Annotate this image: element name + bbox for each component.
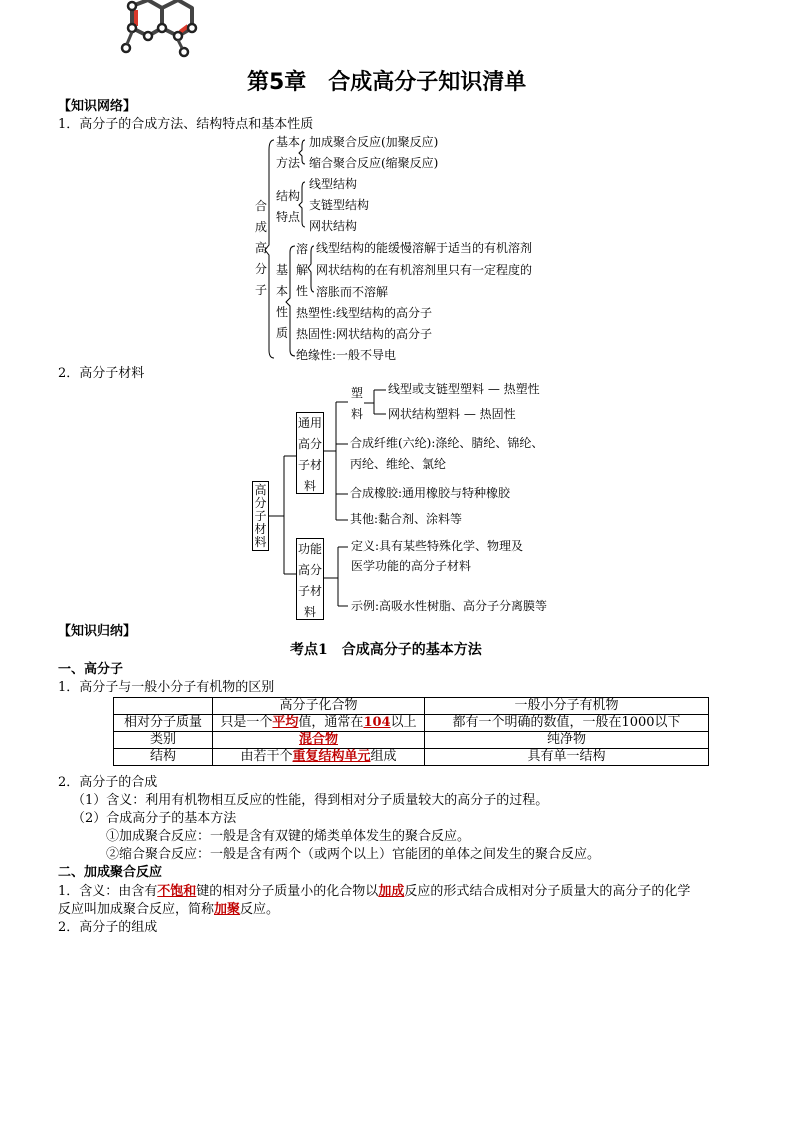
paragraph-meaning: （1）含义：利用有机物相互反应的性能，得到相对分子质量较大的高分子的过程。 <box>72 793 549 808</box>
table-row2-label: 类别 <box>114 732 213 749</box>
h2-heading: 二、加成聚合反应 <box>58 865 163 880</box>
table-row3-label: 结构 <box>114 749 213 766</box>
tree2-definition-1: 定义:具有某些特殊化学、物理及 <box>351 539 524 553</box>
h1-1-heading: 1．高分子与一般小分子有机物的区别 <box>58 680 275 695</box>
tree2-functional-label: 功能高分子材料 <box>296 538 324 620</box>
tree1-structure-branched: 支链型结构 <box>309 198 370 212</box>
tree1-solubility-label: 溶解性 <box>295 242 308 298</box>
table-row <box>114 715 709 732</box>
tree1-property-label: 基本性质 <box>275 263 288 340</box>
table-row3-polymer: 由若干个重复结构单元组成 <box>213 749 425 766</box>
tree1-structure-label: 结构特点 <box>275 189 300 224</box>
table-row1-label: 相对分子质量 <box>114 715 213 732</box>
tree2-root: 高分子材料 <box>252 481 269 551</box>
table-row1-polymer: 只是一个平均值，通常在104以上 <box>213 715 425 732</box>
table-header-empty <box>114 698 213 715</box>
tree2-general-label: 通用高分子材料 <box>296 412 324 494</box>
tree1-thermoset: 热固性:网状结构的高分子 <box>296 327 433 341</box>
h1-2-heading: 2．高分子的合成 <box>58 775 158 790</box>
tree1-structure-linear: 线型结构 <box>309 177 358 191</box>
table-row1-small: 都有一个明确的数值，一般在1000以下 <box>425 715 709 732</box>
tree2-plastic-thermoplastic: 线型或支链型塑料 — 热塑性 <box>388 382 540 396</box>
paragraph-condensation: ②缩合聚合反应：一般是含有两个（或两个以上）官能团的单体之间发生的聚合反应。 <box>106 847 601 862</box>
tree1-insulation: 绝缘性:一般不导电 <box>296 348 397 362</box>
tree1-method-addition: 加成聚合反应(加聚反应) <box>309 135 439 149</box>
section-network-heading: 【知识网络】 <box>58 99 137 114</box>
tree1-structure-network: 网状结构 <box>309 219 358 233</box>
table-row3-small: 具有单一结构 <box>425 749 709 766</box>
table-row <box>114 732 709 749</box>
h2-2-heading: 2．高分子的组成 <box>58 920 158 935</box>
tree2-example: 示例:高吸水性树脂、高分子分离膜等 <box>351 599 548 613</box>
definition-line-1: 1．含义：由含有不饱和键的相对分子质量小的化合物以加成反应的形式结合成相对分子质量大的高分子的化学 <box>58 884 691 899</box>
tree1-solubility-2: 网状结构的在有机溶剂里只有一定程度的 <box>316 263 533 277</box>
point1-heading: 考点1 合成高分子的基本方法 <box>290 642 482 658</box>
tree1-method-condensation: 缩合聚合反应(缩聚反应) <box>309 156 439 170</box>
paragraph-addition: ①加成聚合反应：一般是含有双键的烯类单体发生的聚合反应。 <box>106 829 471 844</box>
table-header-polymer: 高分子化合物 <box>213 698 425 715</box>
tree2-plastic-thermoset: 网状结构塑料 — 热固性 <box>388 407 516 421</box>
table-row2-polymer: 混合物 <box>213 732 425 749</box>
table-row <box>114 749 709 766</box>
section-summary-heading: 【知识归纳】 <box>58 624 137 639</box>
tree1-solubility-1: 线型结构的能缓慢溶解于适当的有机溶剂 <box>316 241 533 255</box>
tree2-plastic-label: 塑料 <box>350 386 363 421</box>
tree1-method-label: 基本方法 <box>275 135 300 170</box>
item1-heading: 1．高分子的合成方法、结构特点和基本性质 <box>58 117 314 132</box>
h1-heading: 一、高分子 <box>58 662 124 677</box>
tree1-solubility-3: 溶胀而不溶解 <box>316 285 389 299</box>
tree2-definition-2: 医学功能的高分子材料 <box>351 559 472 573</box>
table-row2-small: 纯净物 <box>425 732 709 749</box>
item2-heading: 2．高分子材料 <box>58 366 145 381</box>
tree2-rubber: 合成橡胶:通用橡胶与特种橡胶 <box>350 486 511 500</box>
tree2-fiber-1: 合成纤维(六纶):涤纶、腈纶、锦纶、 <box>350 436 544 450</box>
tree1-thermoplastic: 热塑性:线型结构的高分子 <box>296 306 433 320</box>
tree2-other: 其他:黏合剂、涂料等 <box>350 512 463 526</box>
page-title: 第5章 合成高分子知识清单 <box>247 70 527 95</box>
tree1-root: 合成高分子 <box>254 199 267 297</box>
definition-line-2: 反应叫加成聚合反应，简称加聚反应。 <box>58 902 280 917</box>
table-header-small-molecule: 一般小分子有机物 <box>425 698 709 715</box>
comparison-table <box>113 697 709 766</box>
table-row <box>114 698 709 715</box>
tree2-fiber-2: 丙纶、维纶、氯纶 <box>350 457 447 471</box>
paragraph-methods: （2）合成高分子的基本方法 <box>72 811 237 826</box>
